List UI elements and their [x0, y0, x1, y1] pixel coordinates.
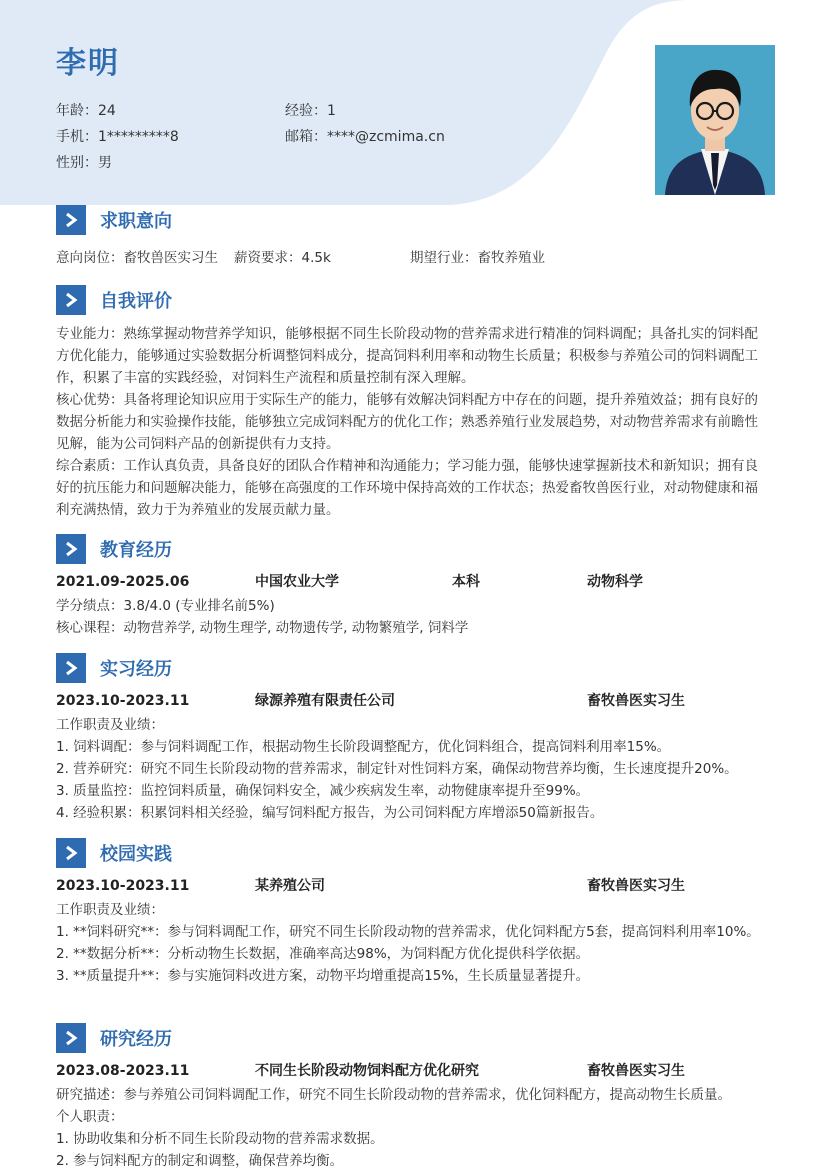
research-role: 畜牧兽医实习生 [587, 1063, 685, 1079]
avatar [655, 45, 775, 195]
chevron-right-icon [56, 205, 86, 235]
research-line: 个人职责： [56, 1109, 124, 1125]
intent-position: 意向岗位：畜牧兽医实习生 [56, 250, 218, 266]
research-line: 1. 协助收集和分析不同生长阶段动物的营养需求数据。 [56, 1131, 384, 1147]
research-line: 2. 参与饲料配方的制定和调整，确保营养均衡。 [56, 1153, 344, 1169]
chevron-right-icon [56, 838, 86, 868]
phone-label: 手机： [56, 129, 98, 145]
section-header-campus [56, 838, 172, 868]
age-value: 24 [98, 103, 116, 119]
internship-details [56, 714, 768, 824]
section-title: 求职意向 [100, 211, 172, 232]
campus-line: 3. **质量提升**：参与实施饲料改进方案，动物平均增重提高15%，生长质量显著提升。 [56, 968, 590, 984]
section-header-education [56, 534, 172, 564]
section-title: 实习经历 [100, 659, 172, 680]
gender-value: 男 [98, 155, 112, 171]
chevron-right-icon [56, 285, 86, 315]
campus-date: 2023.10-2023.11 [56, 878, 190, 894]
education-degree: 本科 [452, 574, 480, 590]
email-field [285, 127, 445, 147]
internship-date: 2023.10-2023.11 [56, 693, 190, 709]
education-details [56, 595, 768, 639]
research-project: 不同生长阶段动物饲料配方优化研究 [255, 1063, 479, 1079]
campus-role: 畜牧兽医实习生 [587, 878, 685, 894]
self-eval-advantage: 核心优势：具备将理论知识应用于实际生产的能力，能够有效解决饲料配方中存在的问题，提升养殖效益；拥有良好的数据分析能力和实验操作技能，能够独立完成饲料配方的优化工作；熟悉养殖行业发展趋势，对动物营养需求有前瞻性见解，能为公司饲料产品的创新提供有力支持。 [56, 392, 758, 452]
section-title: 自我评价 [100, 291, 172, 312]
campus-line: 工作职责及业绩： [56, 902, 164, 918]
self-eval-quality: 综合素质：工作认真负责，具备良好的团队合作精神和沟通能力；学习能力强，能够快速掌握新技术和新知识；拥有良好的抗压能力和问题解决能力，能够在高强度的工作环境中保持高效的工作状态；热爱畜牧兽医行业，对动物健康和福利充满热情，致力于为养殖业的发展贡献力量。 [56, 458, 758, 518]
research-line: 研究描述：参与养殖公司饲料调配工作，研究不同生长阶段动物的营养需求，优化饲料配方，提高动物生长质量。 [56, 1087, 731, 1103]
education-school: 中国农业大学 [255, 574, 339, 590]
experience-field [285, 101, 336, 121]
email-value: ****@zcmima.cn [327, 129, 445, 145]
section-title: 教育经历 [100, 540, 172, 561]
intent-industry: 期望行业：畜牧养殖业 [410, 250, 545, 266]
campus-line: 2. **数据分析**：分析动物生长数据，准确率高达98%，为饲料配方优化提供科学依据。 [56, 946, 590, 962]
age-label: 年龄： [56, 103, 98, 119]
internship-line: 1. 饲料调配：参与饲料调配工作，根据动物生长阶段调整配方，优化饲料组合，提高饲料利用率15%。 [56, 739, 671, 755]
education-gpa: 学分绩点：3.8/4.0 (专业排名前5%) [56, 598, 275, 614]
intent-salary: 薪资要求：4.5k [234, 250, 331, 266]
section-title: 校园实践 [100, 844, 172, 865]
education-major: 动物科学 [587, 574, 643, 590]
section-header-self-eval [56, 285, 172, 315]
section-header-intent [56, 205, 172, 235]
chevron-right-icon [56, 1023, 86, 1053]
education-date: 2021.09-2025.06 [56, 574, 190, 590]
research-details [56, 1084, 768, 1172]
internship-company: 绿源养殖有限责任公司 [255, 693, 395, 709]
campus-line: 1. **饲料研究**：参与饲料调配工作，研究不同生长阶段动物的营养需求，优化饲料配方5套，提高饲料利用率10%。 [56, 924, 760, 940]
candidate-name: 李明 [56, 46, 120, 81]
internship-line: 3. 质量监控：监控饲料质量，确保饲料安全，减少疾病发生率，动物健康率提升至99%。 [56, 783, 590, 799]
section-header-research [56, 1023, 172, 1053]
section-header-internship [56, 653, 172, 683]
research-date: 2023.08-2023.11 [56, 1063, 190, 1079]
gender-label: 性别： [56, 155, 98, 171]
internship-role: 畜牧兽医实习生 [587, 693, 685, 709]
experience-value: 1 [327, 103, 336, 119]
internship-line: 2. 营养研究：研究不同生长阶段动物的营养需求，制定针对性饲料方案，确保动物营养均衡，生长速度提升20%。 [56, 761, 738, 777]
phone-value: 1*********8 [98, 129, 179, 145]
section-title: 研究经历 [100, 1029, 172, 1050]
internship-line: 4. 经验积累：积累饲料相关经验，编写饲料配方报告，为公司饲料配方库增添50篇新报告。 [56, 805, 604, 821]
chevron-right-icon [56, 534, 86, 564]
internship-line: 工作职责及业绩： [56, 717, 164, 733]
experience-label: 经验： [285, 103, 327, 119]
campus-details [56, 899, 768, 987]
chevron-right-icon [56, 653, 86, 683]
phone-field [56, 127, 179, 147]
email-label: 邮箱： [285, 129, 327, 145]
self-eval-professional: 专业能力：熟练掌握动物营养学知识，能够根据不同生长阶段动物的营养需求进行精准的饲料调配；具备扎实的饲料配方优化能力，能够通过实验数据分析调整饲料成分，提高饲料利用率和动物生长质量；积极参与养殖公司的饲料调配工作，积累了丰富的实践经验，对饲料生产流程和质量控制有深入理解。 [56, 326, 758, 386]
self-evaluation [56, 323, 768, 521]
education-courses: 核心课程：动物营养学, 动物生理学, 动物遗传学, 动物繁殖学, 饲料学 [56, 620, 469, 636]
gender-field [56, 153, 112, 173]
campus-company: 某养殖公司 [255, 878, 325, 894]
age-field [56, 101, 116, 121]
